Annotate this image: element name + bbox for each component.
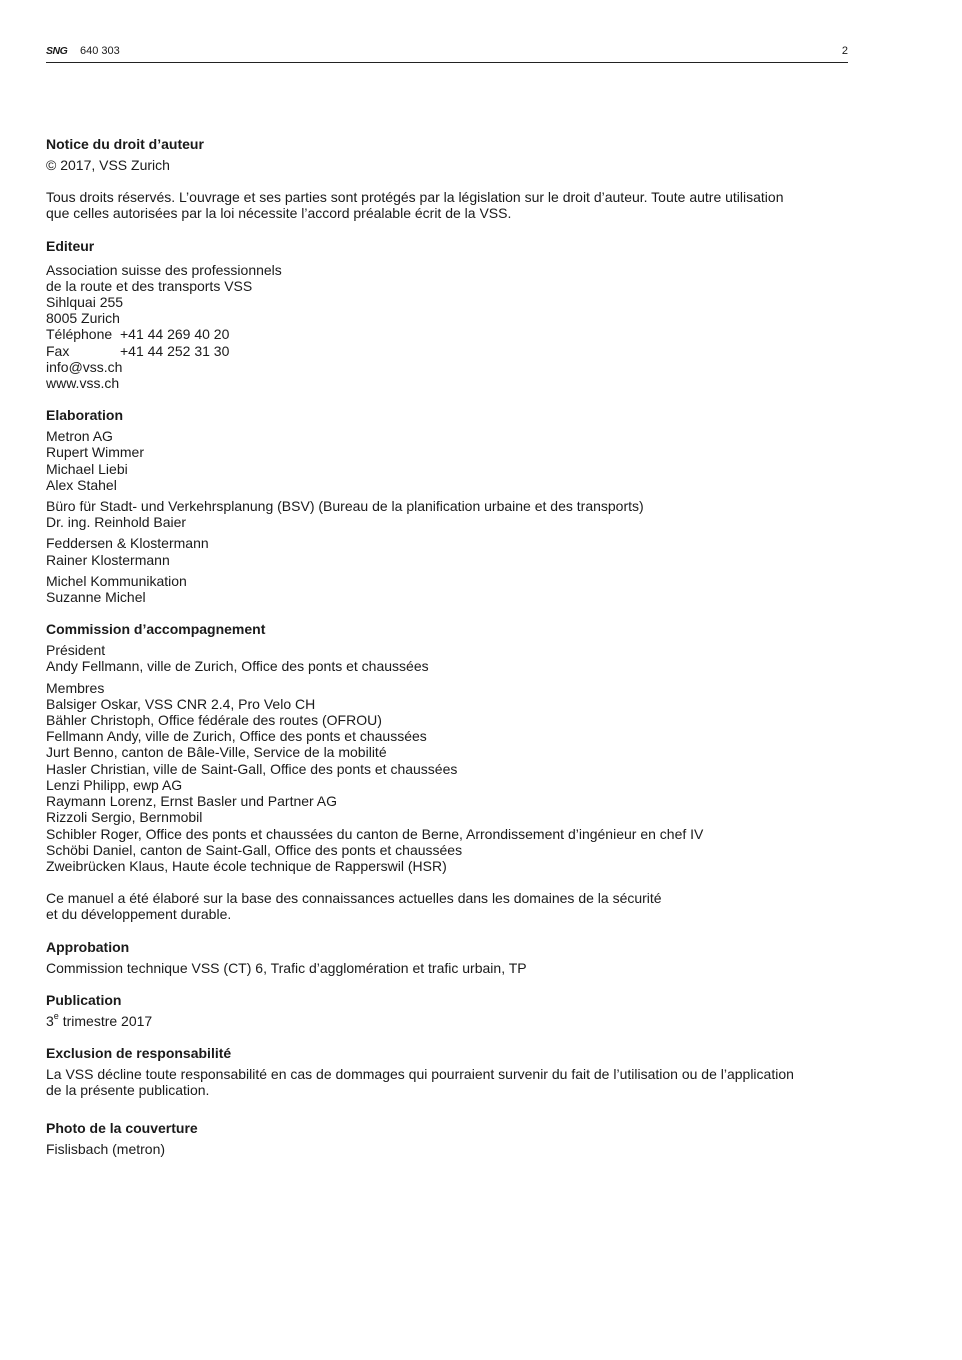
page-number: 2 [841, 45, 848, 57]
publication-superscript: e [53, 1011, 59, 1022]
editeur-line: de la route et des transports VSS [46, 277, 253, 294]
exclusion-text-line: de la présente publication. [46, 1082, 210, 1099]
publication-period: trimestre 2017 [58, 1012, 153, 1029]
exclusion-text-line: La VSS décline toute responsabilité en cas de dommages qui pourraient survenir du fait de l’utilisation ou de l’application [46, 1065, 794, 1082]
member-item: Raymann Lorenz, Ernst Basler und Partner AG [46, 793, 338, 810]
elaboration-group [46, 535, 836, 567]
elaboration-person: Alex Stahel [46, 476, 117, 493]
editeur-line: Sihlquai 255 [46, 294, 124, 311]
member-item: Hasler Christian, ville de Saint-Gall, Office des ponts et chaussées [46, 760, 458, 777]
publication-title: Publication [46, 991, 122, 1008]
member-item: Schöbi Daniel, canton de Saint-Gall, Office des ponts et chaussées [46, 841, 463, 858]
elaboration-person: Suzanne Michel [46, 589, 146, 606]
editeur-fax [46, 343, 836, 359]
exclusion-section [46, 1045, 836, 1098]
members-label: Membres [46, 679, 105, 696]
page-header [46, 44, 848, 63]
phone-label: Téléphone [46, 326, 113, 343]
copyright-section [46, 136, 836, 222]
elaboration-person: Dr. ing. Reinhold Baier [46, 514, 187, 531]
cover-photo-text: Fislisbach (metron) [46, 1141, 166, 1158]
approbation-text: Commission technique VSS (CT) 6, Trafic d’agglomération et trafic urbain, TP [46, 959, 527, 976]
approbation-section [46, 939, 836, 976]
fax-value: +41 44 252 31 30 [120, 342, 230, 359]
elaboration-person: Rupert Wimmer [46, 444, 145, 461]
editeur-email: info@vss.ch [46, 358, 123, 375]
manual-note-line: et du développement durable. [46, 906, 232, 923]
member-item: Bähler Christoph, Office fédérale des routes (OFROU) [46, 712, 382, 729]
member-item: Zweibrücken Klaus, Haute école technique de Rapperswil (HSR) [46, 857, 447, 874]
commission-section [46, 621, 836, 874]
member-item: Fellmann Andy, ville de Zurich, Office des ponts et chaussées [46, 728, 427, 745]
cover-photo-title: Photo de la couverture [46, 1120, 198, 1137]
exclusion-title: Exclusion de responsabilité [46, 1044, 232, 1061]
editeur-title: Editeur [46, 237, 95, 254]
editeur-line: 8005 Zurich [46, 310, 120, 327]
publication-number: 3 [46, 1012, 54, 1029]
elaboration-person: Michael Liebi [46, 460, 128, 477]
editeur-section [46, 238, 836, 392]
president-label: Président [46, 642, 106, 659]
commission-title: Commission d’accompagnement [46, 621, 266, 638]
copyright-text-2: que celles autorisées par la loi nécessite l’accord préalable écrit de la VSS. [46, 205, 512, 222]
copyright-text-1: Tous droits réservés. L’ouvrage et ses parties sont protégés par la législation sur le droit d’auteur. Toute autre utilisation [46, 189, 784, 206]
page-content [46, 136, 836, 1174]
member-item: Rizzoli Sergio, Bernmobil [46, 809, 203, 826]
manual-note-line: Ce manuel a été élaboré sur la base des connaissances actuelles dans les domaines de la sécurité [46, 890, 662, 907]
manual-note [46, 890, 836, 922]
fax-label: Fax [46, 342, 70, 359]
phone-value: +41 44 269 40 20 [120, 326, 230, 343]
elaboration-org: Metron AG [46, 428, 113, 445]
publication-text [46, 1013, 836, 1029]
member-item: Jurt Benno, canton de Bâle-Ville, Service de la mobilité [46, 744, 387, 761]
copyright-title: Notice du droit d’auteur [46, 136, 204, 152]
elaboration-group [46, 428, 836, 493]
editeur-website: www.vss.ch [46, 375, 120, 392]
elaboration-org: Michel Kommunikation [46, 572, 187, 589]
elaboration-title: Elaboration [46, 407, 124, 424]
approbation-title: Approbation [46, 938, 130, 955]
member-item: Schibler Roger, Office des ponts et chaussées du canton de Berne, Arrondissement d’ingénieur en chef IV [46, 825, 704, 842]
editeur-phone [46, 326, 836, 342]
elaboration-org: Büro für Stadt- und Verkehrsplanung (BSV) (Bureau de la planification urbaine et des transports) [46, 498, 644, 515]
cover-photo-section [46, 1120, 836, 1157]
document-number: 640 303 [80, 45, 120, 57]
elaboration-group [46, 498, 836, 530]
president-name: Andy Fellmann, ville de Zurich, Office des ponts et chaussées [46, 658, 429, 675]
elaboration-person: Rainer Klostermann [46, 551, 170, 568]
elaboration-section [46, 407, 836, 605]
copyright-line: © 2017, VSS Zurich [46, 157, 170, 173]
publication-section [46, 992, 836, 1029]
member-item: Balsiger Oskar, VSS CNR 2.4, Pro Velo CH [46, 695, 316, 712]
elaboration-org: Feddersen & Klostermann [46, 535, 209, 552]
sng-logo: SNG [46, 45, 68, 57]
member-item: Lenzi Philipp, ewp AG [46, 776, 183, 793]
editeur-line: Association suisse des professionnels [46, 261, 282, 278]
elaboration-group [46, 573, 836, 605]
